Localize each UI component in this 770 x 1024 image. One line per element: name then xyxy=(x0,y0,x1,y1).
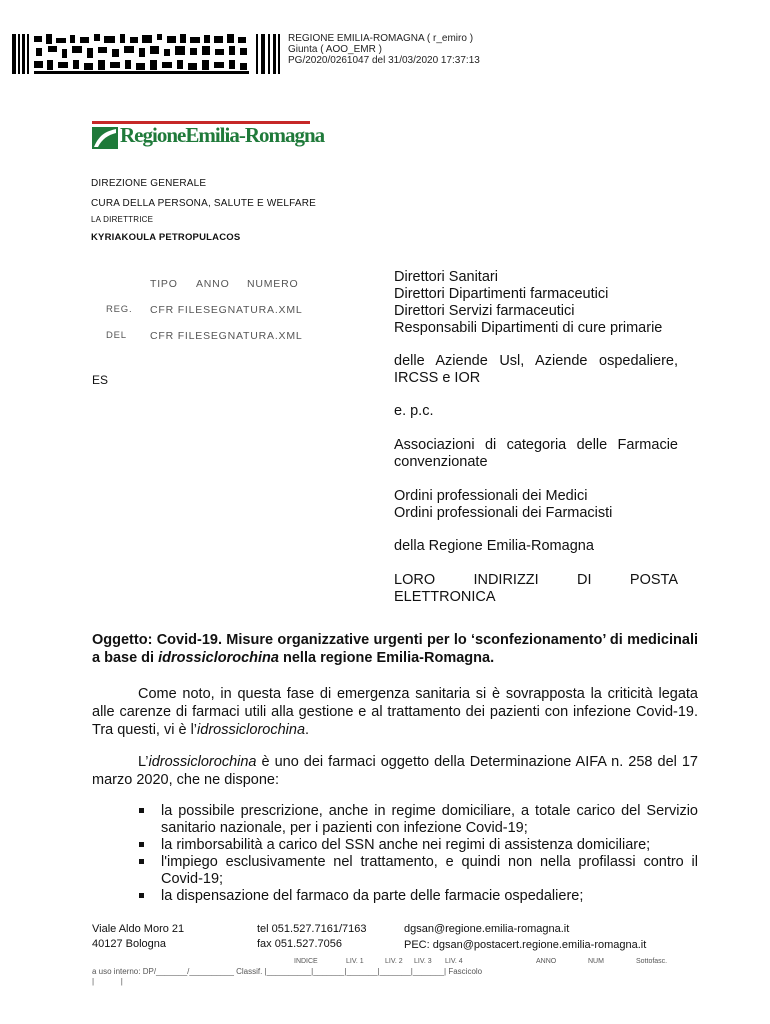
footer-address-2: 40127 Bologna xyxy=(92,938,167,950)
protocol-line-3: PG/2020/0261047 del 31/03/2020 17:37:13 xyxy=(288,55,480,66)
region-logo xyxy=(92,121,325,153)
region-flag-icon xyxy=(92,123,118,149)
p1-text: Come noto, in questa fase di emergenza sanitaria si è sovrapposta la criticità legata alle carenze di farmaci utili alla gestione e al trattamento dei pazienti con infezione Covid-19. Tra questi, vi è l’ xyxy=(92,686,698,738)
footer-pec: PEC: dgsan@postacert.regione.emilia-romagna.it xyxy=(404,939,647,951)
internal-use-pipes: | | xyxy=(92,977,123,986)
recipient-12: della Regione Emilia-Romagna xyxy=(394,538,594,554)
logo-text: RegioneEmilia-Romagna xyxy=(120,123,325,147)
footer-email: dgsan@regione.emilia-romagna.it xyxy=(404,923,570,935)
list-item: la dispensazione del farmaco da parte delle farmacie ospedaliere; xyxy=(137,888,698,905)
provisions-list xyxy=(137,803,698,905)
recipient-3: Direttori Servizi farmaceutici xyxy=(394,303,575,319)
subject-drug: idrossiclorochina xyxy=(158,650,279,666)
footer-address-1: Viale Aldo Moro 21 xyxy=(92,923,185,935)
index-num: NUM xyxy=(588,958,604,965)
internal-use-line: a uso interno: DP/_______/__________ Classif. |__________|_______|_______|_______|_______| Fascicolo xyxy=(92,967,483,976)
footer-fax: fax 051.527.7056 xyxy=(257,938,343,950)
subject-text-1: Oggetto: Covid-19. Misure organizzative urgenti per lo ‘sconfezionamento’ di medicinali a base di xyxy=(92,632,698,666)
recipient-epc: e. p.c. xyxy=(394,403,434,419)
protocol-barcode xyxy=(12,34,280,74)
recipient-5: delle Aziende Usl, Aziende ospedaliere, xyxy=(394,353,678,369)
meta-reg-label: REG. xyxy=(106,304,133,315)
recipient-11: Ordini professionali dei Farmacisti xyxy=(394,505,613,521)
recipient-8: Associazioni di categoria delle Farmacie xyxy=(394,437,678,453)
protocol-stamp xyxy=(288,33,480,66)
meta-col-anno: ANNO xyxy=(196,278,230,290)
recipient-14: ELETTRONICA xyxy=(394,589,496,605)
protocol-line-1: REGIONE EMILIA-ROMAGNA ( r_emiro ) xyxy=(288,33,474,44)
p2-drug: idrossiclorochina xyxy=(148,754,257,770)
body-paragraph-2 xyxy=(92,753,698,789)
index-indice: INDICE xyxy=(294,958,318,965)
subject-line xyxy=(92,631,698,667)
direzione-line-2: CURA DELLA PERSONA, SALUTE E WELFARE xyxy=(91,198,317,209)
p2-start: L’ xyxy=(138,754,149,770)
list-item: la rimborsabilità a carico del SSN anche nei regimi di assistenza domiciliare; xyxy=(137,837,698,854)
recipient-9: convenzionate xyxy=(394,454,488,470)
index-liv1: LIV. 1 xyxy=(346,958,364,965)
meta-col-tipo: TIPO xyxy=(150,278,178,290)
index-anno: ANNO xyxy=(536,958,557,965)
list-item: la possibile prescrizione, anche in regime domiciliare, a totale carico del Servizio sanitario nazionale, per i pazienti con infezione Covid-19; xyxy=(137,803,698,837)
recipient-6: IRCSS e IOR xyxy=(394,370,481,386)
meta-reg-value: CFR FILESEGNATURA.XML xyxy=(150,304,303,316)
p2-rest: è uno dei farmaci oggetto della Determinazione AIFA n. 258 del 17 marzo 2020, che ne dispone: xyxy=(92,754,698,788)
recipient-2: Direttori Dipartimenti farmaceutici xyxy=(394,286,609,302)
p1-end: . xyxy=(305,722,310,738)
meta-col-numero: NUMERO xyxy=(247,278,299,290)
direzione-line-1: DIREZIONE GENERALE xyxy=(91,178,207,189)
recipient-1: Direttori Sanitari xyxy=(394,269,498,285)
meta-del-label: DEL xyxy=(106,330,127,341)
recipient-10: Ordini professionali dei Medici xyxy=(394,488,588,504)
direzione-line-3: LA DIRETTRICE xyxy=(91,215,154,224)
recipient-13: LORO INDIRIZZI DI POSTA xyxy=(394,572,678,588)
index-sottofasc: Sottofasc. xyxy=(636,958,668,965)
body-paragraph-1 xyxy=(92,685,698,739)
p1-drug: idrossiclorochina xyxy=(197,722,306,738)
index-liv2: LIV. 2 xyxy=(385,958,403,965)
list-item: l'impiego esclusivamente nel trattamento, e quindi non nella profilassi contro il Covid-19; xyxy=(137,854,698,888)
author-initials: ES xyxy=(92,373,109,387)
protocol-line-2: Giunta ( AOO_EMR ) xyxy=(288,44,382,55)
footer-tel: tel 051.527.7161/7163 xyxy=(257,923,367,935)
recipient-4: Responsabili Dipartimenti di cure primarie xyxy=(394,320,663,336)
meta-del-value: CFR FILESEGNATURA.XML xyxy=(150,330,303,342)
subject-text-2: nella regione Emilia-Romagna. xyxy=(278,650,495,666)
index-liv3: LIV. 3 xyxy=(414,958,432,965)
direttrice-name: KYRIAKOULA PETROPULACOS xyxy=(91,232,241,243)
index-liv4: LIV. 4 xyxy=(445,958,463,965)
